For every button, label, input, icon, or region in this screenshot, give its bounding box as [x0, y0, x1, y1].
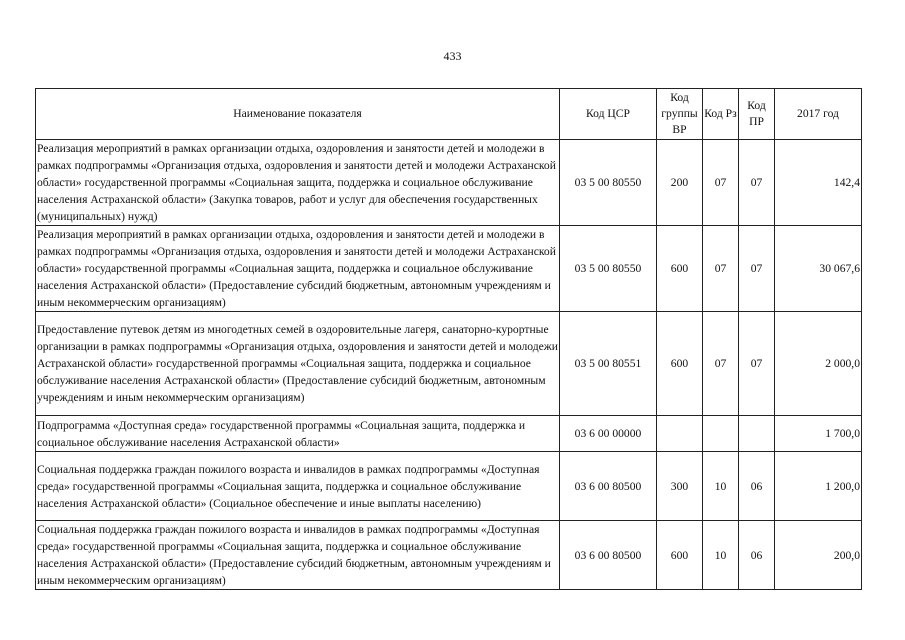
table-row [36, 140, 862, 226]
row-vr-code: 600 [657, 226, 703, 312]
row-amount: 1 200,0 [775, 452, 862, 521]
row-vr-code: 200 [657, 140, 703, 226]
table-header-row [36, 89, 862, 140]
row-csr-code: 03 6 00 80500 [560, 521, 657, 590]
row-vr-code [657, 416, 703, 452]
row-csr-code: 03 6 00 00000 [560, 416, 657, 452]
row-pr-code: 06 [739, 521, 775, 590]
row-amount: 200,0 [775, 521, 862, 590]
row-pr-code: 07 [739, 226, 775, 312]
row-rz-code: 07 [703, 312, 739, 416]
row-csr-code: 03 5 00 80550 [560, 140, 657, 226]
header-csr-code: Код ЦСР [560, 89, 657, 140]
budget-table [35, 88, 862, 590]
row-rz-code: 10 [703, 521, 739, 590]
row-amount: 1 700,0 [775, 416, 862, 452]
row-pr-code: 06 [739, 452, 775, 521]
row-pr-code [739, 416, 775, 452]
row-pr-code: 07 [739, 140, 775, 226]
row-rz-code: 10 [703, 452, 739, 521]
row-rz-code: 07 [703, 226, 739, 312]
header-year: 2017 год [775, 89, 862, 140]
row-csr-code: 03 5 00 80551 [560, 312, 657, 416]
row-csr-code: 03 6 00 80500 [560, 452, 657, 521]
row-rz-code: 07 [703, 140, 739, 226]
row-name: Подпрограмма «Доступная среда» государственной программы «Социальная защита, поддержка и социальное обслуживание населения Астраханской области» [36, 416, 560, 452]
row-name: Реализация мероприятий в рамках организации отдыха, оздоровления и занятости детей и молодежи в рамках подпрограммы «Организация отдыха, оздоровления и занятости детей и молодежи Астраханской области» государственной программы «Социальная защита, поддержка и социальное обслуживание населения Астраханской области» (Предоставление субсидий бюджетным, автономным учреждениям и иным некоммерческим организациям) [36, 226, 560, 312]
table-row [36, 416, 862, 452]
page-number: 433 [443, 49, 462, 63]
row-rz-code [703, 416, 739, 452]
row-name: Предоставление путевок детям из многодетных семей в оздоровительные лагеря, санаторно-курортные организации в рамках подпрограммы «Организация отдыха, оздоровления и занятости детей и молодежи Астраханской области» государственной программы «Социальная защита, поддержка и социальное обслуживание населения Астраханской области» (Предоставление субсидий бюджетным, автономным учреждениям и иным некоммерческим организациям) [36, 312, 560, 416]
table-row [36, 521, 862, 590]
row-vr-code: 300 [657, 452, 703, 521]
header-vr-code: Код группы ВР [657, 89, 703, 140]
header-pr-code: Код ПР [739, 89, 775, 140]
header-rz-code: Код Рз [703, 89, 739, 140]
row-amount: 142,4 [775, 140, 862, 226]
row-amount: 2 000,0 [775, 312, 862, 416]
row-name: Социальная поддержка граждан пожилого возраста и инвалидов в рамках подпрограммы «Доступная среда» государственной программы «Социальная защита, поддержка и социальное обслуживание населения Астраханской области» (Социальное обеспечение и иные выплаты населению) [36, 452, 560, 521]
row-name: Реализация мероприятий в рамках организации отдыха, оздоровления и занятости детей и молодежи в рамках подпрограммы «Организация отдыха, оздоровления и занятости детей и молодежи Астраханской области» государственной программы «Социальная защита, поддержка и социальное обслуживание населения Астраханской области» (Закупка товаров, работ и услуг для обеспечения государственных (муниципальных) нужд) [36, 140, 560, 226]
row-vr-code: 600 [657, 521, 703, 590]
row-pr-code: 07 [739, 312, 775, 416]
row-vr-code: 600 [657, 312, 703, 416]
table-row [36, 226, 862, 312]
header-name: Наименование показателя [36, 89, 560, 140]
row-name: Социальная поддержка граждан пожилого возраста и инвалидов в рамках подпрограммы «Доступная среда» государственной программы «Социальная защита, поддержка и социальное обслуживание населения Астраханской области» (Предоставление субсидий бюджетным, автономным учреждениям и иным некоммерческим организациям) [36, 521, 560, 590]
table-row [36, 312, 862, 416]
table-row [36, 452, 862, 521]
row-amount: 30 067,6 [775, 226, 862, 312]
row-csr-code: 03 5 00 80550 [560, 226, 657, 312]
